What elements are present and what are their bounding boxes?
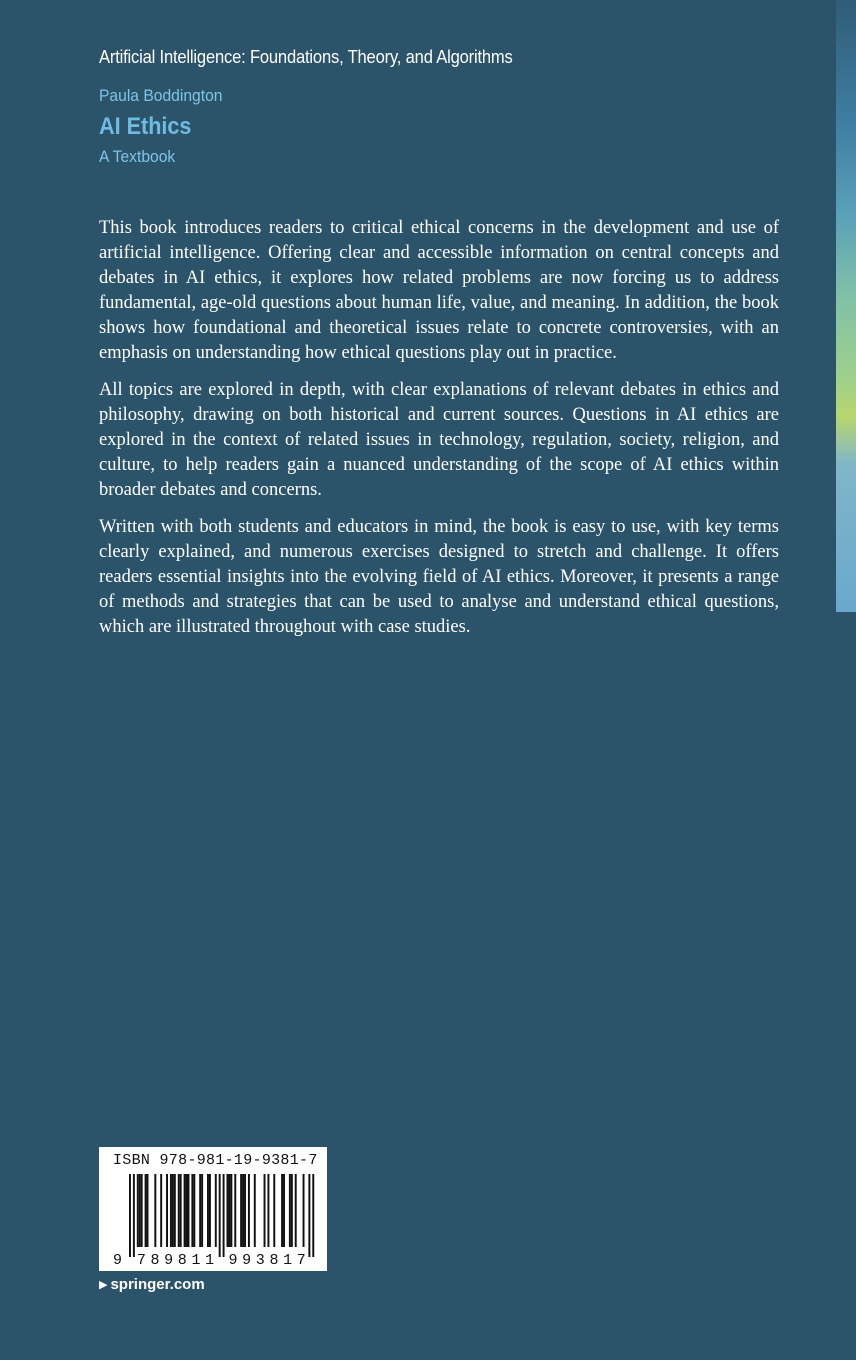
barcode-digit: 7 [136, 1252, 146, 1269]
barcode-bar [141, 1174, 143, 1247]
barcode-bar [139, 1174, 141, 1247]
barcode-bar [184, 1174, 186, 1247]
barcode-digit: 9 [242, 1252, 252, 1269]
barcode-bar [147, 1174, 149, 1247]
barcode-digit: 8 [269, 1252, 279, 1269]
barcode-digit: 1 [191, 1252, 201, 1269]
barcode-digit-lead: 9 [113, 1252, 123, 1269]
barcode-bar [267, 1174, 269, 1247]
publisher-link[interactable] [99, 1276, 205, 1293]
barcode-digit: 7 [296, 1252, 306, 1269]
barcode-bar [145, 1174, 147, 1247]
barcode-bar [303, 1174, 305, 1247]
barcode-bar [199, 1174, 201, 1247]
barcode-bar [264, 1174, 266, 1247]
barcode-bar [219, 1174, 221, 1257]
barcode-bar [154, 1174, 156, 1247]
barcode-bar [312, 1174, 314, 1257]
barcode-bar [209, 1174, 211, 1247]
blurb-paragraph: All topics are explored in depth, with clear explanations of relevant debates in ethics and philosophy, drawing on both historical and current sources. Questions in AI ethics are explored in the context of related issues in technology, regulation, society, religion, and culture, to help readers gain a nuanced understanding of the scope of AI ethics within broader debates and concerns. [99, 380, 779, 500]
barcode-bar [227, 1174, 229, 1247]
barcode-bar [178, 1174, 180, 1247]
barcode-digit: 3 [255, 1252, 265, 1269]
barcode-bar [201, 1174, 203, 1247]
publisher-link-text: springer.com [110, 1276, 205, 1293]
barcode-bar [188, 1174, 190, 1247]
barcode-bar [166, 1174, 168, 1247]
barcode-bar [295, 1174, 297, 1247]
barcode-bar [174, 1174, 176, 1247]
series-title: Artificial Intelligence: Foundations, Theory, and Algorithms [99, 47, 513, 67]
arrow-right-icon: ▶ [99, 1279, 108, 1291]
spine-gradient-strip [836, 0, 856, 612]
book-subtitle: A Textbook [99, 147, 176, 166]
barcode-bar [172, 1174, 174, 1247]
barcode-digit: 9 [164, 1252, 174, 1269]
barcode-bar [180, 1174, 182, 1247]
author-name: Paula Boddington [99, 86, 223, 105]
barcode-bar [273, 1174, 275, 1247]
barcode-bar [281, 1174, 283, 1247]
barcode-digit: 8 [150, 1252, 160, 1269]
blurb [99, 216, 779, 652]
barcode-bar [215, 1174, 217, 1247]
barcode-bar [291, 1174, 293, 1247]
barcode-bar [242, 1174, 244, 1247]
barcode-bar [228, 1174, 230, 1247]
barcode-bar [191, 1174, 193, 1247]
barcode-bar [308, 1174, 310, 1257]
book-title: AI Ethics [99, 113, 192, 140]
barcode-digit: 8 [177, 1252, 187, 1269]
barcode-bar [193, 1174, 195, 1247]
isbn-label: ISBN 978-981-19-9381-7 [113, 1152, 318, 1169]
barcode-bar [254, 1174, 256, 1247]
barcode-bar [133, 1174, 135, 1257]
barcode-digit: 9 [228, 1252, 238, 1269]
barcode-bar [248, 1174, 250, 1247]
barcode-graphic [99, 1147, 327, 1271]
barcode-bar [129, 1174, 131, 1257]
barcode-bar [223, 1174, 225, 1257]
barcode-bar [186, 1174, 188, 1247]
barcode-bar [283, 1174, 285, 1247]
barcode-bar [137, 1174, 139, 1247]
barcode-bar [240, 1174, 242, 1247]
blurb-paragraph: Written with both students and educators in mind, the book is easy to use, with key terms clearly explained, and numerous exercises designed to stretch and challenge. It offers readers essential insights into the evolving field of AI ethics. Moreover, it presents a range of methods and strategies that can be used to analyse and understand ethical questions, which are illustrated throughout with case studies. [99, 517, 779, 637]
barcode-bar [289, 1174, 291, 1247]
barcode-bar [170, 1174, 172, 1247]
barcode-bar [160, 1174, 162, 1247]
isbn-barcode [99, 1147, 327, 1271]
barcode-bar [230, 1174, 232, 1247]
barcode-bar [234, 1174, 236, 1247]
barcode-bar [207, 1174, 209, 1247]
barcode-digit: 1 [205, 1252, 215, 1269]
barcode-bar [244, 1174, 246, 1247]
barcode-digit: 1 [283, 1252, 293, 1269]
blurb-paragraph: This book introduces readers to critical ethical concerns in the development and use of artificial intelligence. Offering clear and accessible information on central concepts and debates in AI ethics, it explores how related problems are now forcing us to address fundamental, age-old questions about human life, value, and meaning. In addition, the book shows how foundational and theoretical issues relate to concrete controversies, with an emphasis on understanding how ethical questions play out in practice. [99, 218, 779, 363]
